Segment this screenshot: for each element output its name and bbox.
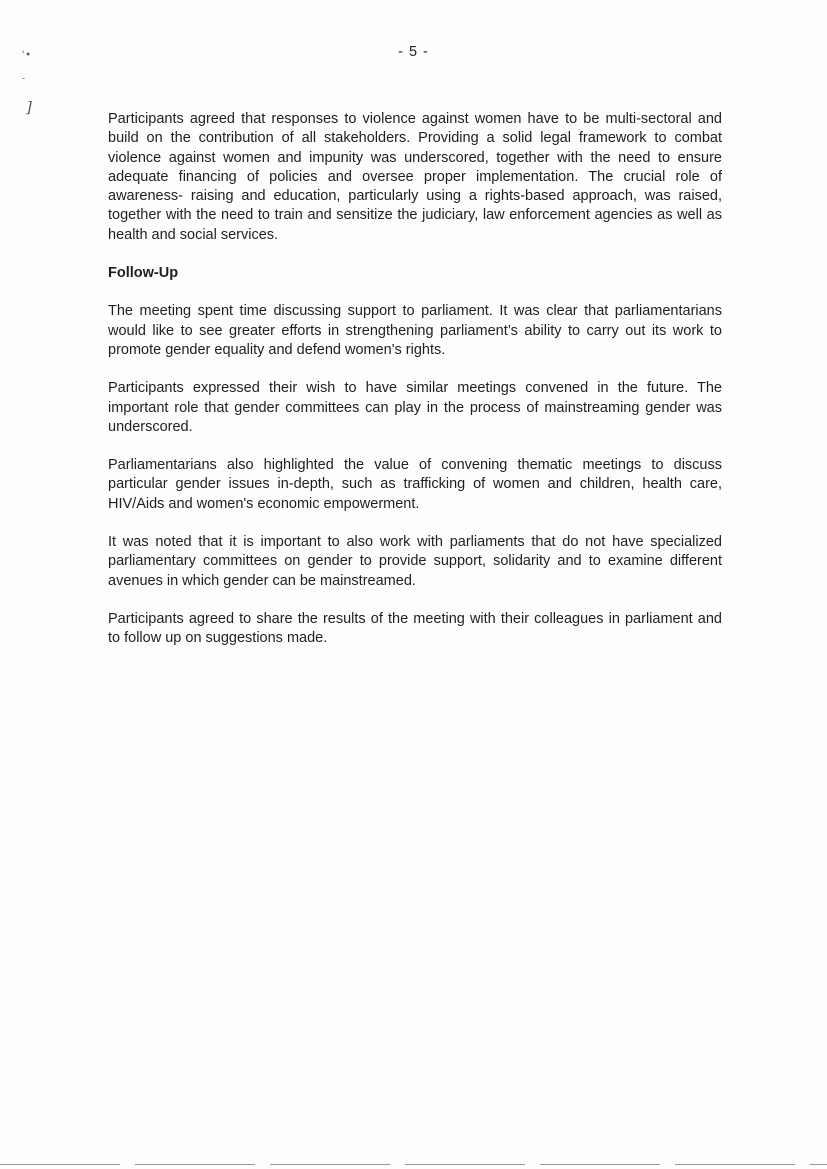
scan-artifact-mark: ʿ• <box>22 50 31 61</box>
page-number: - 5 - <box>398 44 429 60</box>
paragraph-thematic-meetings: Parliamentarians also highlighted the value of convening thematic meetings to discuss particular gender issues in-depth, such as trafficking of women and children, health care, HIV/Aids and women's economic empowerment. <box>108 457 722 512</box>
scan-artifact-dash: - <box>22 74 26 84</box>
section-heading-follow-up: Follow-Up <box>108 265 179 282</box>
paragraph-support-to-parliament: The meeting spent time discussing support to parliament. It was clear that parliamentarians would like to see greater efforts in strengthening parliament’s ability to carry out its work to promote gender equality and defend women's rights. <box>108 303 722 358</box>
paragraph-responses: Participants agreed that responses to violence against women have to be multi-sectoral and build on the contribution of all stakeholders. Providing a solid legal framework to combat violence against women and impunity was underscored, together with the need to ensure adequate financing of policies and oversee proper implementation. The crucial role of awareness- raising and education, particularly using a rights-based approach, was raised, together with the need to train and sensitize the judiciary, law enforcement agencies as well as health and social services. <box>108 111 722 243</box>
document-body <box>108 110 722 668</box>
bottom-edge-rule <box>0 1164 827 1165</box>
paragraph-share-results: Participants agreed to share the results of the meeting with their colleagues in parliament and to follow up on suggestions made. <box>108 610 722 647</box>
scan-artifact-bracket: ] <box>26 98 32 116</box>
paragraph-similar-meetings: Participants expressed their wish to have similar meetings convened in the future. The important role that gender committees can play in the process of mainstreaming gender was underscored. <box>108 380 722 435</box>
paragraph-specialized-committees: It was noted that it is important to also work with parliaments that do not have specialized parliamentary committees on gender to provide support, solidarity and to examine different avenues in which gender can be mainstreamed. <box>108 534 722 589</box>
